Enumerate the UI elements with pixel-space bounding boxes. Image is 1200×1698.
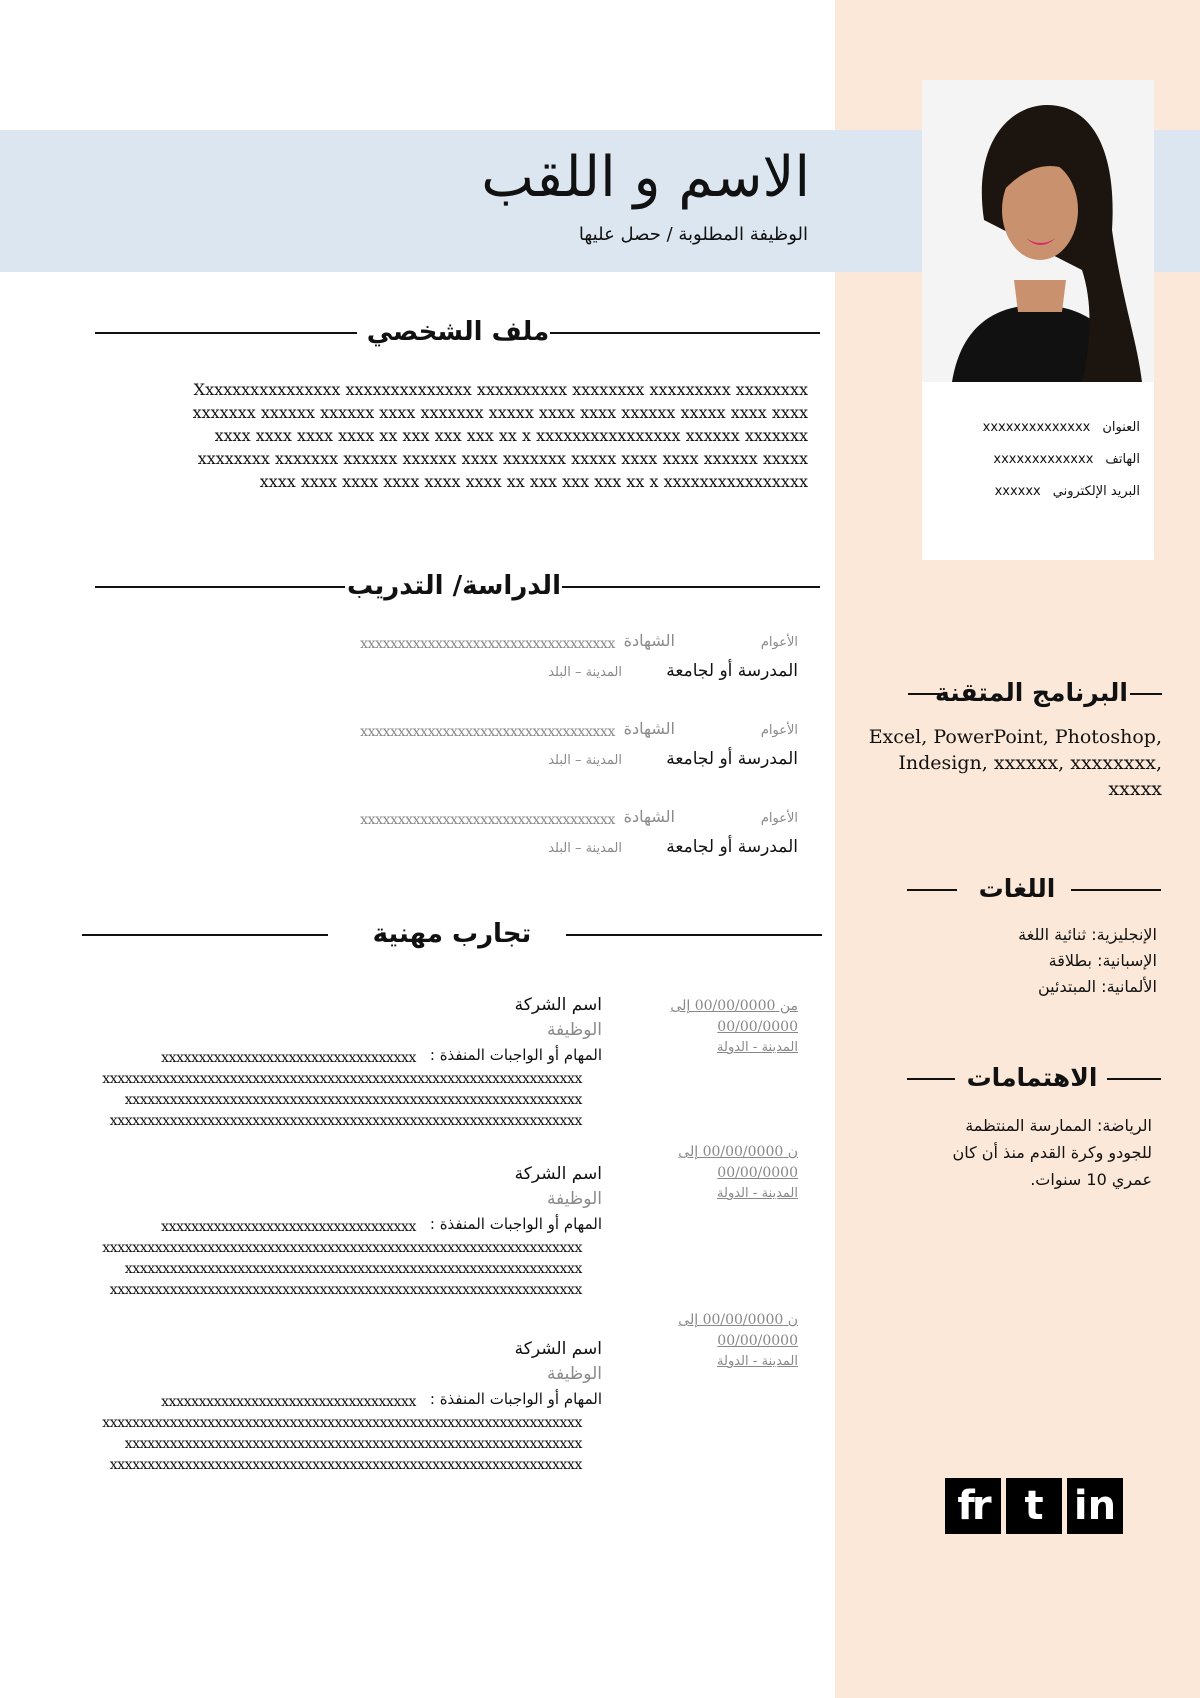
language-line: الإسبانية: بطلاقة: [1048, 951, 1157, 970]
education-degree-label: الشهادة: [623, 631, 675, 650]
experience-detail-line: xxxxxxxxxxxxxxxxxxxxxxxxxxxxxxxxxxxxxxxxxxxxxxxxxxxxxxxxxxxxxxxx: [102, 1071, 582, 1087]
software-line: xxxxx: [1108, 778, 1162, 800]
experience-tasks-value: xxxxxxxxxxxxxxxxxxxxxxxxxxxxxxxxxx: [161, 1394, 416, 1410]
profile-line: Xxxxxxxxxxxxxxxx xxxxxxxxxxxxxx xxxxxxxxxx xxxxxxxx xxxxxxxxx xxxxxxxx: [193, 380, 808, 399]
education-years: الأعوام: [760, 811, 798, 826]
experience-date-to: 00/00/0000: [717, 1333, 798, 1349]
experience-role: الوظيفة: [546, 1189, 602, 1209]
experience-detail-line: xxxxxxxxxxxxxxxxxxxxxxxxxxxxxxxxxxxxxxxxxxxxxxxxxxxxxxxxxxxxxxxx: [102, 1240, 582, 1256]
languages-title: اللغات: [978, 874, 1056, 903]
experience-detail-line: xxxxxxxxxxxxxxxxxxxxxxxxxxxxxxxxxxxxxxxxxxxxxxxxxxxxxxxxxxxxxxx: [109, 1282, 582, 1298]
heading-rule: [95, 586, 345, 588]
software-line: Indesign, xxxxxx, xxxxxxxx,: [898, 752, 1162, 774]
experience-place: المدينة - الدولة: [717, 1040, 798, 1055]
experience-role: الوظيفة: [546, 1020, 602, 1040]
education-title: الدراسة/ التدريب: [346, 571, 561, 601]
interests-heading: [907, 1058, 1161, 1098]
education-place: المدينة – البلد: [548, 841, 622, 856]
profile-line: xxxxxxxx xxxxxxx xxxxxx xxxxxx xxxx xxxxxxx xxxxx xxxx xxxx xxxxxx xxxxx: [197, 449, 808, 468]
education-degree-label: الشهادة: [623, 807, 675, 826]
experience-detail-line: xxxxxxxxxxxxxxxxxxxxxxxxxxxxxxxxxxxxxxxxxxxxxxxxxxxxxxxxxxxxx: [124, 1261, 582, 1277]
education-degree-label: الشهادة: [623, 719, 675, 738]
education-degree-value: xxxxxxxxxxxxxxxxxxxxxxxxxxxxxxxxxx: [360, 812, 615, 828]
education-years: الأعوام: [760, 635, 798, 650]
heading-rule: [1071, 889, 1161, 891]
contact-phone-label: الهاتف: [1105, 452, 1140, 467]
education-school: المدرسة أو لجامعة: [666, 749, 798, 769]
contact-address: [930, 420, 1140, 435]
languages-list: [1018, 922, 1157, 1000]
software-line: Excel, PowerPoint, Photoshop,: [868, 726, 1162, 748]
experience-tasks-value: xxxxxxxxxxxxxxxxxxxxxxxxxxxxxxxxxx: [161, 1219, 416, 1235]
experience-tasks-label: المهام أو الواجبات المنفذة :: [429, 1046, 602, 1064]
profile-title: ملف الشخصي: [366, 317, 550, 347]
experience-company: اسم الشركة: [514, 1164, 602, 1184]
interest-line: عمري 10 سنوات.: [1030, 1170, 1152, 1189]
software-title: البرنامج المتقنة: [935, 678, 1128, 707]
experience-title: تجارب مهنية: [372, 919, 532, 949]
heading-rule: [550, 332, 820, 334]
twitter-icon[interactable]: t: [1006, 1478, 1062, 1534]
experience-detail-line: xxxxxxxxxxxxxxxxxxxxxxxxxxxxxxxxxxxxxxxxxxxxxxxxxxxxxxxxxxxxxxx: [109, 1113, 582, 1129]
interest-line: الرياضة: الممارسة المنتظمة: [965, 1116, 1152, 1135]
software-heading: [908, 673, 1162, 713]
contact-email: [930, 484, 1140, 499]
experience-company: اسم الشركة: [514, 995, 602, 1015]
contact-email-value: xxxxxx: [994, 484, 1041, 499]
page-title: الاسم و اللقب: [481, 145, 810, 210]
job-title: الوظيفة المطلوبة / حصل عليها: [578, 224, 808, 245]
experience-detail-line: xxxxxxxxxxxxxxxxxxxxxxxxxxxxxxxxxxxxxxxxxxxxxxxxxxxxxxxxxxxxxxxx: [102, 1415, 582, 1431]
experience-date-to: 00/00/0000: [717, 1165, 798, 1181]
language-line: الإنجليزية: ثنائية اللغة: [1018, 925, 1157, 944]
education-years: الأعوام: [760, 723, 798, 738]
experience-company: اسم الشركة: [514, 1339, 602, 1359]
contact-email-label: البريد الإلكتروني: [1052, 484, 1140, 499]
profile-line: xxxx xxxx xxxx xxxx xx xxx xxx xxx xx x xxxxxxxxxxxxxxxx xxxxxx xxxxxxx: [214, 426, 808, 445]
contact-address-value: xxxxxxxxxxxxxx: [982, 420, 1091, 435]
interests-title: الاهتمامات: [966, 1063, 1098, 1092]
interest-line: للجودو وكرة القدم منذ أن كان: [952, 1143, 1152, 1162]
education-heading: [95, 566, 820, 606]
education-place: المدينة – البلد: [548, 665, 622, 680]
experience-detail-line: xxxxxxxxxxxxxxxxxxxxxxxxxxxxxxxxxxxxxxxxxxxxxxxxxxxxxxxxxxxxx: [124, 1092, 582, 1108]
heading-rule: [907, 889, 957, 891]
facebook-icon[interactable]: fr: [945, 1478, 1001, 1534]
education-school: المدرسة أو لجامعة: [666, 661, 798, 681]
languages-heading: [907, 869, 1161, 909]
experience-role: الوظيفة: [546, 1364, 602, 1384]
education-degree-value: xxxxxxxxxxxxxxxxxxxxxxxxxxxxxxxxxx: [360, 724, 615, 740]
experience-detail-line: xxxxxxxxxxxxxxxxxxxxxxxxxxxxxxxxxxxxxxxxxxxxxxxxxxxxxxxxxxxxx: [124, 1436, 582, 1452]
experience-date-from: من 00/00/0000 إلى: [670, 998, 798, 1014]
heading-rule: [562, 586, 820, 588]
contact-phone-value: xxxxxxxxxxxxx: [993, 452, 1094, 467]
experience-tasks-label: المهام أو الواجبات المنفذة :: [429, 1390, 602, 1408]
education-place: المدينة – البلد: [548, 753, 622, 768]
heading-rule: [82, 934, 328, 936]
experience-date-from: ن 00/00/0000 إلى: [678, 1144, 798, 1160]
experience-date-from: ن 00/00/0000 إلى: [678, 1312, 798, 1328]
heading-rule: [1130, 693, 1162, 695]
experience-date-to: 00/00/0000: [717, 1019, 798, 1035]
education-school: المدرسة أو لجامعة: [666, 837, 798, 857]
profile-heading: [95, 312, 820, 352]
interests-list: [952, 1112, 1152, 1193]
profile-text: [118, 378, 808, 493]
contact-phone: [930, 452, 1140, 467]
photo-card: [922, 80, 1154, 560]
experience-tasks-value: xxxxxxxxxxxxxxxxxxxxxxxxxxxxxxxxxx: [161, 1050, 416, 1066]
profile-line: xxxx xxxx xxxx xxxx xxxx xxxx xx xxx xxx xxx xx x xxxxxxxxxxxxxxxx: [259, 472, 808, 491]
experience-place: المدينة - الدولة: [717, 1354, 798, 1369]
software-list: [869, 724, 1162, 802]
profile-line: xxxxxxx xxxxxx xxxxxx xxxx xxxxxxx xxxxx xxxx xxxx xxxxxx xxxxx xxxx xxxx: [192, 403, 808, 422]
heading-rule: [1107, 1078, 1161, 1080]
experience-tasks-label: المهام أو الواجبات المنفذة :: [429, 1215, 602, 1233]
contact-address-label: العنوان: [1102, 420, 1140, 435]
heading-rule: [566, 934, 822, 936]
experience-heading: [82, 914, 822, 954]
heading-rule: [95, 332, 357, 334]
heading-rule: [907, 1078, 955, 1080]
education-degree-value: xxxxxxxxxxxxxxxxxxxxxxxxxxxxxxxxxx: [360, 636, 615, 652]
profile-photo: [922, 80, 1154, 382]
experience-place: المدينة - الدولة: [717, 1186, 798, 1201]
language-line: الألمانية: المبتدئين: [1038, 977, 1157, 996]
linkedin-icon[interactable]: in: [1067, 1478, 1123, 1534]
experience-detail-line: xxxxxxxxxxxxxxxxxxxxxxxxxxxxxxxxxxxxxxxxxxxxxxxxxxxxxxxxxxxxxxx: [109, 1457, 582, 1473]
